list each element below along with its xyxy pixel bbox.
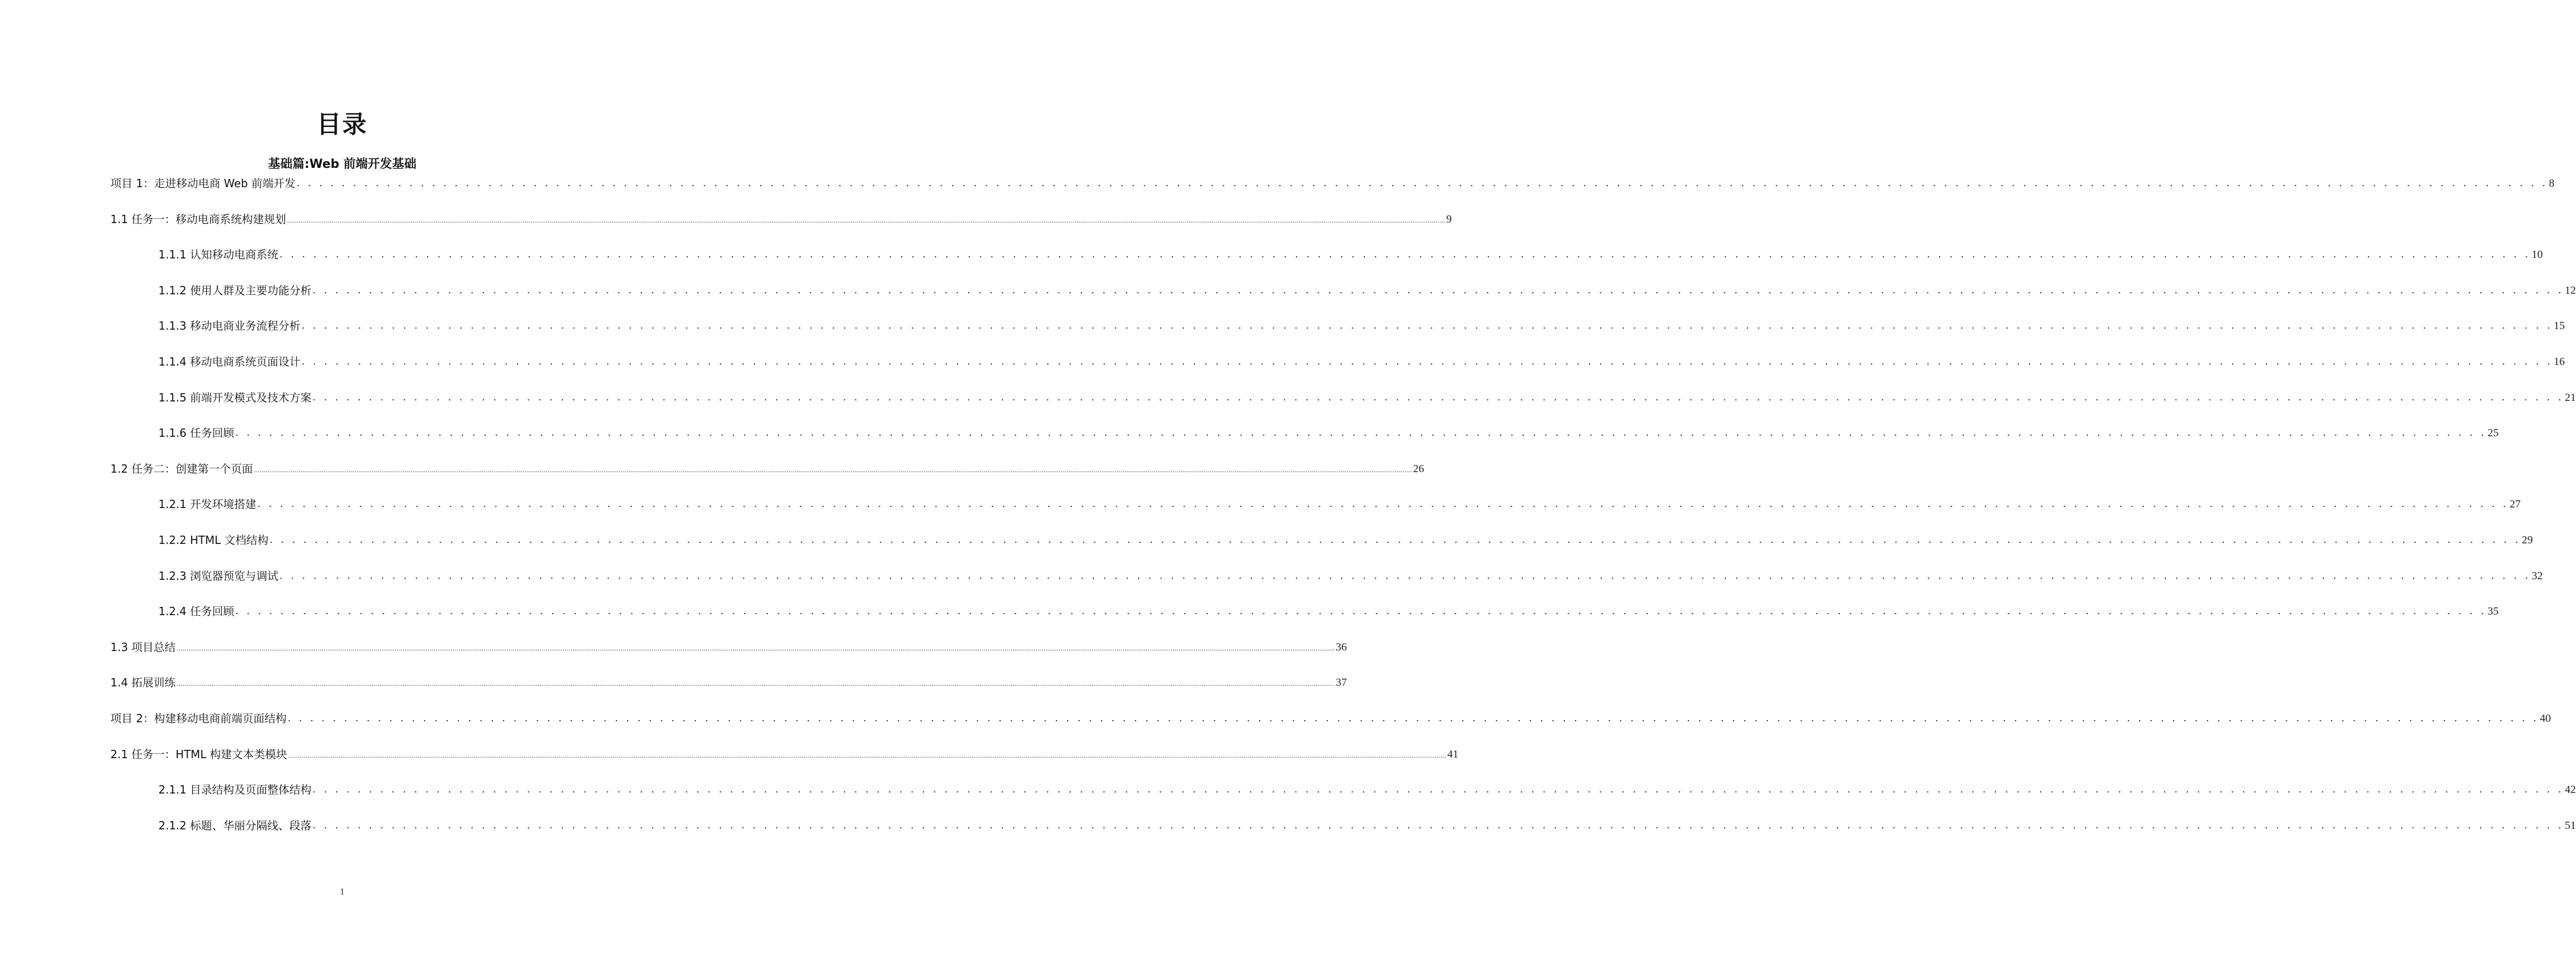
toc-entry[interactable] — [158, 424, 2499, 441]
toc-page-number: 15 — [2553, 320, 2565, 332]
toc-dot-leader: . . . . . . . . . . . . . . . . . . . . . . . . . . . . . . . . . . . . . . . . . . . . . . . . . . . . . . . . . . . . . . . . . . . . . . . . . . . . . . . . . . . . . . . . . . . . . . . . . . . . . . . . . . . . . . . . . . . . . . . . . . . . . . . . . . . . . . . . . . . . . . . . . . . . . . . . . . . . . . . . . . . . . . . . . . . . . . . . . . . . . . . . . . . . . . . . . . . . . . . . — [312, 391, 2564, 403]
toc-page-number: 21 — [2564, 391, 2576, 404]
toc-dot-leader: . . . . . . . . . . . . . . . . . . . . . . . . . . . . . . . . . . . . . . . . . . . . . . . . . . . . . . . . . . . . . . . . . . . . . . . . . . . . . . . . . . . . . . . . . . . . . . . . . . . . . . . . . . . . . . . . . . . . . . . . . . . . . . . . . . . . . . . . . . . . . . . . . . . . . . . . . . . . . . . . . . . . . . . . . . . . . . . . . . . . . . . . . . . . . . . . . . . . . . . . — [269, 534, 2521, 546]
toc-dot-leader: . . . . . . . . . . . . . . . . . . . . . . . . . . . . . . . . . . . . . . . . . . . . . . . . . . . . . . . . . . . . . . . . . . . . . . . . . . . . . . . . . . . . . . . . . . . . . . . . . . . . . . . . . . . . . . . . . . . . . . . . . . . . . . . . . . . . . . . . . . . . . . . . . . . . . . . . . . . . . . . . . . . . . . . . . . . . . . . . . . . . . . . . . . . . . . . . . . . . . . . . — [301, 356, 2553, 367]
toc-entry[interactable] — [110, 174, 2554, 191]
toc-page-number: 40 — [2540, 712, 2551, 724]
toc-page-number: 25 — [2487, 427, 2499, 440]
toc-page-number: 26 — [1413, 462, 1425, 475]
toc-entry[interactable] — [110, 460, 1425, 477]
toc-page-number: 8 — [2548, 177, 2554, 189]
toc-dot-leader: ........................................................................................................................................................................................................................................................................................................................................................................................................................................................................................................................................................................................................................ — [177, 644, 1335, 652]
toc-entry[interactable] — [110, 745, 1459, 762]
toc-entry[interactable] — [110, 638, 1347, 655]
toc-entry-label: 2.1 任务一：HTML 构建文本类模块 — [110, 747, 288, 761]
toc-entry[interactable] — [158, 531, 2533, 548]
toc-page-number: 29 — [2521, 534, 2533, 546]
toc-entry-label: 1.2.2 HTML 文档结构 — [158, 533, 269, 547]
toc-entry[interactable] — [158, 389, 2576, 405]
toc-entry-label: 1.1.2 使用人群及主要功能分析 — [158, 283, 312, 297]
toc-entry-label: 1.1.4 移动电商系统页面设计 — [158, 355, 301, 368]
toc-page-number: 41 — [1447, 748, 1459, 760]
toc-entry-label: 项目 2：构建移动电商前端页面结构 — [110, 712, 287, 725]
toc-dot-leader: . . . . . . . . . . . . . . . . . . . . . . . . . . . . . . . . . . . . . . . . . . . . . . . . . . . . . . . . . . . . . . . . . . . . . . . . . . . . . . . . . . . . . . . . . . . . . . . . . . . . . . . . . . . . . . . . . . . . . . . . . . . . . . . . . . . . . . . . . . . . . . . . . . . . . . . . . . . . . . . . . . . . . . . . . . . . . . . . . . . . . . . . . . . . . . . . . . . . . . . . — [235, 605, 2487, 617]
toc-entry-label: 1.2.3 浏览器预览与调试 — [158, 569, 279, 583]
toc-dot-leader: . . . . . . . . . . . . . . . . . . . . . . . . . . . . . . . . . . . . . . . . . . . . . . . . . . . . . . . . . . . . . . . . . . . . . . . . . . . . . . . . . . . . . . . . . . . . . . . . . . . . . . . . . . . . . . . . . . . . . . . . . . . . . . . . . . . . . . . . . . . . . . . . . . . . . . . . . . . . . . . . . . . . . . . . . . . . . . . . . . . . . . . . . . . . . . . . . . . . . . . . — [279, 248, 2531, 261]
toc-dot-leader: ........................................................................................................................................................................................................................................................................................................................................................................................................................................................................................................................................................................................................................ — [287, 216, 1446, 224]
toc-entry-label: 1.2.1 开发环境搭建 — [158, 498, 257, 511]
toc-page-number: 51 — [2564, 819, 2576, 832]
toc-page-number: 27 — [2509, 498, 2521, 511]
footer-page-number: 1 — [339, 886, 345, 897]
toc-page-number: 32 — [2531, 569, 2543, 582]
toc-dot-leader: ........................................................................................................................................................................................................................................................................................................................................................................................................................................................................................................................................................................................................................ — [254, 466, 1412, 474]
toc-entry[interactable] — [110, 210, 1452, 227]
toc-page-number: 9 — [1446, 213, 1452, 225]
toc-dot-leader: ........................................................................................................................................................................................................................................................................................................................................................................................................................................................................................................................................................................................................................ — [288, 752, 1447, 759]
toc-dot-leader: . . . . . . . . . . . . . . . . . . . . . . . . . . . . . . . . . . . . . . . . . . . . . . . . . . . . . . . . . . . . . . . . . . . . . . . . . . . . . . . . . . . . . . . . . . . . . . . . . . . . . . . . . . . . . . . . . . . . . . . . . . . . . . . . . . . . . . . . . . . . . . . . . . . . . . . . . . . . . . . . . . . . . . . . . . . . . . . . . . . . . . . . . . . . . . . . . . . . . . . . — [235, 427, 2487, 439]
toc-dot-leader: . . . . . . . . . . . . . . . . . . . . . . . . . . . . . . . . . . . . . . . . . . . . . . . . . . . . . . . . . . . . . . . . . . . . . . . . . . . . . . . . . . . . . . . . . . . . . . . . . . . . . . . . . . . . . . . . . . . . . . . . . . . . . . . . . . . . . . . . . . . . . . . . . . . . . . . . . . . . . . . . . . . . . . . . . . . . . . . . . . . . . . . . . . . . . . . . . . . . . . . . — [312, 784, 2564, 796]
toc-entry[interactable] — [110, 710, 2551, 726]
toc-entry-label: 项目 1：走进移动电商 Web 前端开发 — [110, 177, 296, 190]
toc-dot-leader: . . . . . . . . . . . . . . . . . . . . . . . . . . . . . . . . . . . . . . . . . . . . . . . . . . . . . . . . . . . . . . . . . . . . . . . . . . . . . . . . . . . . . . . . . . . . . . . . . . . . . . . . . . . . . . . . . . . . . . . . . . . . . . . . . . . . . . . . . . . . . . . . . . . . . . . . . . . . . . . . . . . . . . . . . . . . . . . . . . . . . . . . . . . . . . . . . . . . . . . . — [279, 569, 2531, 581]
toc-page-number: 42 — [2564, 784, 2576, 796]
toc-entry[interactable] — [158, 282, 2576, 298]
toc-page-number: 12 — [2564, 284, 2576, 297]
toc-entry-label: 1.1 任务一：移动电商系统构建规划 — [110, 212, 286, 226]
toc-page-number: 37 — [1336, 676, 1347, 689]
toc-entry-label: 1.1.5 前端开发模式及技术方案 — [158, 390, 312, 404]
toc-page-number: 16 — [2553, 356, 2565, 368]
toc-entry-label: 1.1.6 任务回顾 — [158, 426, 235, 440]
toc-dot-leader: . . . . . . . . . . . . . . . . . . . . . . . . . . . . . . . . . . . . . . . . . . . . . . . . . . . . . . . . . . . . . . . . . . . . . . . . . . . . . . . . . . . . . . . . . . . . . . . . . . . . . . . . . . . . . . . . . . . . . . . . . . . . . . . . . . . . . . . . . . . . . . . . . . . . . . . . . . . . . . . . . . . . . . . . . . . . . . . . . . . . . . . . . . . . . . . . . . . . . . . . — [296, 177, 2548, 189]
toc-dot-leader: . . . . . . . . . . . . . . . . . . . . . . . . . . . . . . . . . . . . . . . . . . . . . . . . . . . . . . . . . . . . . . . . . . . . . . . . . . . . . . . . . . . . . . . . . . . . . . . . . . . . . . . . . . . . . . . . . . . . . . . . . . . . . . . . . . . . . . . . . . . . . . . . . . . . . . . . . . . . . . . . . . . . . . . . . . . . . . . . . . . . . . . . . . . . . . . . . . . . . . . . — [288, 712, 2539, 724]
toc-page-number: 10 — [2531, 248, 2543, 261]
section-title: 基础篇:Web 前端开发基础 — [268, 157, 417, 171]
toc-entry[interactable] — [158, 602, 2499, 619]
toc-entry[interactable] — [158, 495, 2521, 512]
toc-entry[interactable] — [158, 567, 2543, 584]
toc-entry[interactable] — [158, 353, 2565, 369]
toc-entry-label: 1.4 拓展训练 — [110, 676, 176, 690]
toc-dot-leader: . . . . . . . . . . . . . . . . . . . . . . . . . . . . . . . . . . . . . . . . . . . . . . . . . . . . . . . . . . . . . . . . . . . . . . . . . . . . . . . . . . . . . . . . . . . . . . . . . . . . . . . . . . . . . . . . . . . . . . . . . . . . . . . . . . . . . . . . . . . . . . . . . . . . . . . . . . . . . . . . . . . . . . . . . . . . . . . . . . . . . . . . . . . . . . . . . . . . . . . . — [312, 819, 2564, 831]
toc-entry[interactable] — [110, 674, 1347, 690]
toc-entry[interactable] — [158, 317, 2565, 334]
toc-entry-label: 1.2 任务二：创建第一个页面 — [110, 462, 253, 475]
toc-dot-leader: . . . . . . . . . . . . . . . . . . . . . . . . . . . . . . . . . . . . . . . . . . . . . . . . . . . . . . . . . . . . . . . . . . . . . . . . . . . . . . . . . . . . . . . . . . . . . . . . . . . . . . . . . . . . . . . . . . . . . . . . . . . . . . . . . . . . . . . . . . . . . . . . . . . . . . . . . . . . . . . . . . . . . . . . . . . . . . . . . . . . . . . . . . . . . . . . . . . . . . . . — [301, 320, 2553, 332]
toc-entry-label: 1.1.1 认知移动电商系统 — [158, 248, 279, 262]
toc-page-number: 35 — [2487, 605, 2499, 618]
toc-entry[interactable] — [158, 781, 2576, 797]
toc-entry-label: 2.1.1 目录结构及页面整体结构 — [158, 783, 312, 797]
toc-entry-label: 1.1.3 移动电商业务流程分析 — [158, 319, 301, 333]
toc-entry-label: 1.3 项目总结 — [110, 640, 176, 654]
toc-entry[interactable] — [158, 817, 2576, 833]
toc-page-number: 36 — [1336, 641, 1347, 653]
toc-entry-label: 2.1.2 标题、华丽分隔线、段落 — [158, 818, 312, 832]
toc-dot-leader: . . . . . . . . . . . . . . . . . . . . . . . . . . . . . . . . . . . . . . . . . . . . . . . . . . . . . . . . . . . . . . . . . . . . . . . . . . . . . . . . . . . . . . . . . . . . . . . . . . . . . . . . . . . . . . . . . . . . . . . . . . . . . . . . . . . . . . . . . . . . . . . . . . . . . . . . . . . . . . . . . . . . . . . . . . . . . . . . . . . . . . . . . . . . . . . . . . . . . . . . — [257, 498, 2509, 510]
toc-dot-leader: ........................................................................................................................................................................................................................................................................................................................................................................................................................................................................................................................................................................................................................ — [177, 680, 1335, 688]
toc-entry-label: 1.2.4 任务回顾 — [158, 605, 235, 618]
toc-entry[interactable] — [158, 246, 2543, 262]
toc-dot-leader: . . . . . . . . . . . . . . . . . . . . . . . . . . . . . . . . . . . . . . . . . . . . . . . . . . . . . . . . . . . . . . . . . . . . . . . . . . . . . . . . . . . . . . . . . . . . . . . . . . . . . . . . . . . . . . . . . . . . . . . . . . . . . . . . . . . . . . . . . . . . . . . . . . . . . . . . . . . . . . . . . . . . . . . . . . . . . . . . . . . . . . . . . . . . . . . . . . . . . . . . — [312, 284, 2564, 296]
page-title: 目录 — [317, 110, 368, 139]
